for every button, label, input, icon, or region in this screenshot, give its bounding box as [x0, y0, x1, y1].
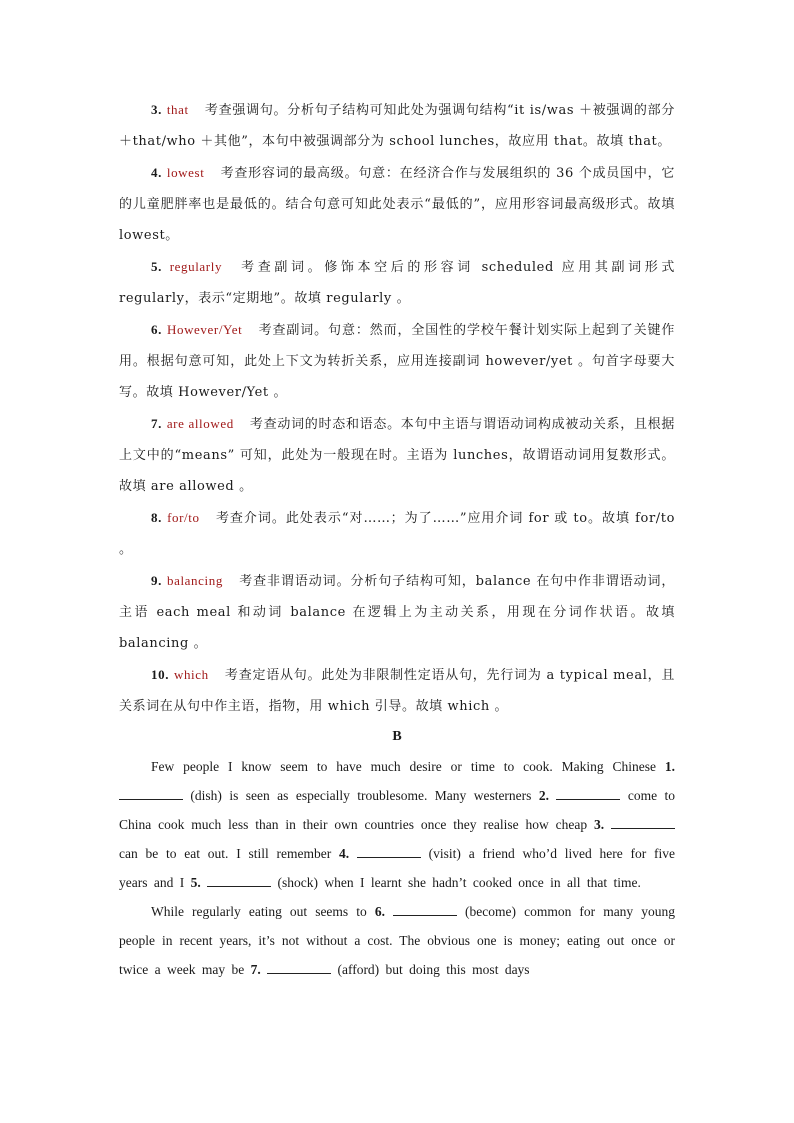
blank-number: 4.: [339, 846, 350, 861]
fill-in-blank: [207, 874, 271, 887]
answer-item: [119, 314, 675, 408]
answer-text: lowest: [166, 165, 205, 180]
answer-item: [119, 408, 675, 502]
item-number: 9.: [151, 573, 162, 588]
answer-text: However/Yet: [166, 322, 243, 337]
document-page: [119, 94, 675, 984]
explanation-text: 考查定语从句。此处为非限制性定语从句，先行词为 a typical meal，且关系词在从句中作主语，指物，用 which 引导。故填 which 。: [119, 668, 675, 714]
explanation-text: 考查非谓语动词。分析句子结构可知，balance 在句中作非谓语动词，主语 each meal 和动词 balance 在逻辑上为主动关系，用现在分词作状语。故填 balancing 。: [119, 574, 675, 651]
passage-text: come to China cook much less than in their own countries once they realise how cheap: [119, 788, 676, 832]
blank-number: 5.: [190, 875, 201, 890]
answer-item: [119, 94, 675, 157]
answer-text: balancing: [167, 573, 223, 588]
answer-text: are allowed: [166, 416, 234, 431]
item-number: 4.: [151, 165, 162, 180]
item-number: 3.: [151, 102, 162, 117]
fill-in-blank: [119, 787, 183, 800]
answer-item: [119, 659, 675, 722]
blank-number: 1.: [664, 759, 675, 774]
passage-text: can be to eat out. I still remember: [119, 846, 339, 861]
fill-in-blank: [556, 787, 620, 800]
passage-text: (shock) when I learnt she hadn’t cooked once in all that time.: [271, 875, 641, 890]
fill-in-blank: [611, 816, 675, 829]
blank-number: 3.: [593, 817, 605, 832]
fill-in-blank: [393, 903, 457, 916]
passage-paragraph-1: [119, 752, 675, 897]
answer-item: [119, 251, 675, 314]
item-number: 6.: [151, 322, 162, 337]
blank-number: 2.: [538, 788, 549, 803]
explanation-text: 考查副词。句意：然而，全国性的学校午餐计划实际上起到了关键作用。根据句意可知，此处上下文为转折关系，应用连接副词 however/yet 。句首字母要大写。故填 However/Yet 。: [119, 323, 675, 400]
answer-text: regularly: [169, 259, 223, 274]
passage-text: (become) common for many young people in recent years, it’s not without a cost. The obvious one is money; eating out once or twice a week may be: [119, 904, 675, 977]
answer-item: [119, 502, 675, 565]
passage-paragraph-2: [119, 897, 675, 984]
item-number: 10.: [151, 667, 170, 682]
explanation-text: 考查动词的时态和语态。本句中主语与谓语动词构成被动关系，且根据上文中的“means” 可知，此处为一般现在时。主语为 lunches，故谓语动词用复数形式。故填 are allowed 。: [119, 417, 676, 494]
explanation-text: 考查形容词的最高级。句意：在经济合作与发展组织的 36 个成员国中，它的儿童肥胖率也是最低的。结合句意可知此处表示“最低的”，应用形容词最高级形式。故填 lowest。: [119, 166, 676, 243]
answer-item: [119, 157, 675, 251]
answer-explanations: [119, 94, 675, 722]
item-number: 7.: [151, 416, 162, 431]
passage-text: (dish) is seen as especially troublesome. Many westerners: [183, 788, 539, 803]
explanation-text: 考查介词。此处表示“对……；为了……”应用介词 for 或 to。故填 for/to 。: [119, 511, 675, 557]
answer-text: that: [166, 102, 189, 117]
passage-text: While regularly eating out seems to: [151, 904, 375, 919]
explanation-text: 考查副词。修饰本空后的形容词 scheduled 应用其副词形式 regularly，表示“定期地”。故填 regularly 。: [119, 260, 675, 306]
blank-number: 7.: [250, 962, 261, 977]
section-heading: B: [392, 729, 402, 744]
answer-item: [119, 565, 675, 659]
passage-text: (afford) but doing this most days: [331, 962, 530, 977]
fill-in-blank: [357, 845, 421, 858]
item-number: 5.: [151, 259, 162, 274]
explanation-text: 考查强调句。分析句子结构可知此处为强调句结构“it is/was ＋被强调的部分＋that/who ＋其他”，本句中被强调部分为 school lunches，故应用 that。故填 that。: [119, 103, 675, 149]
answer-text: for/to: [167, 510, 200, 525]
item-number: 8.: [151, 510, 162, 525]
passage-text: Few people I know seem to have much desire or time to cook. Making Chinese: [151, 759, 665, 774]
answer-text: which: [173, 667, 209, 682]
blank-number: 6.: [374, 904, 385, 919]
fill-in-blank: [267, 961, 331, 974]
passage-text: (visit) a friend who’d lived here for five years and I: [119, 846, 676, 890]
